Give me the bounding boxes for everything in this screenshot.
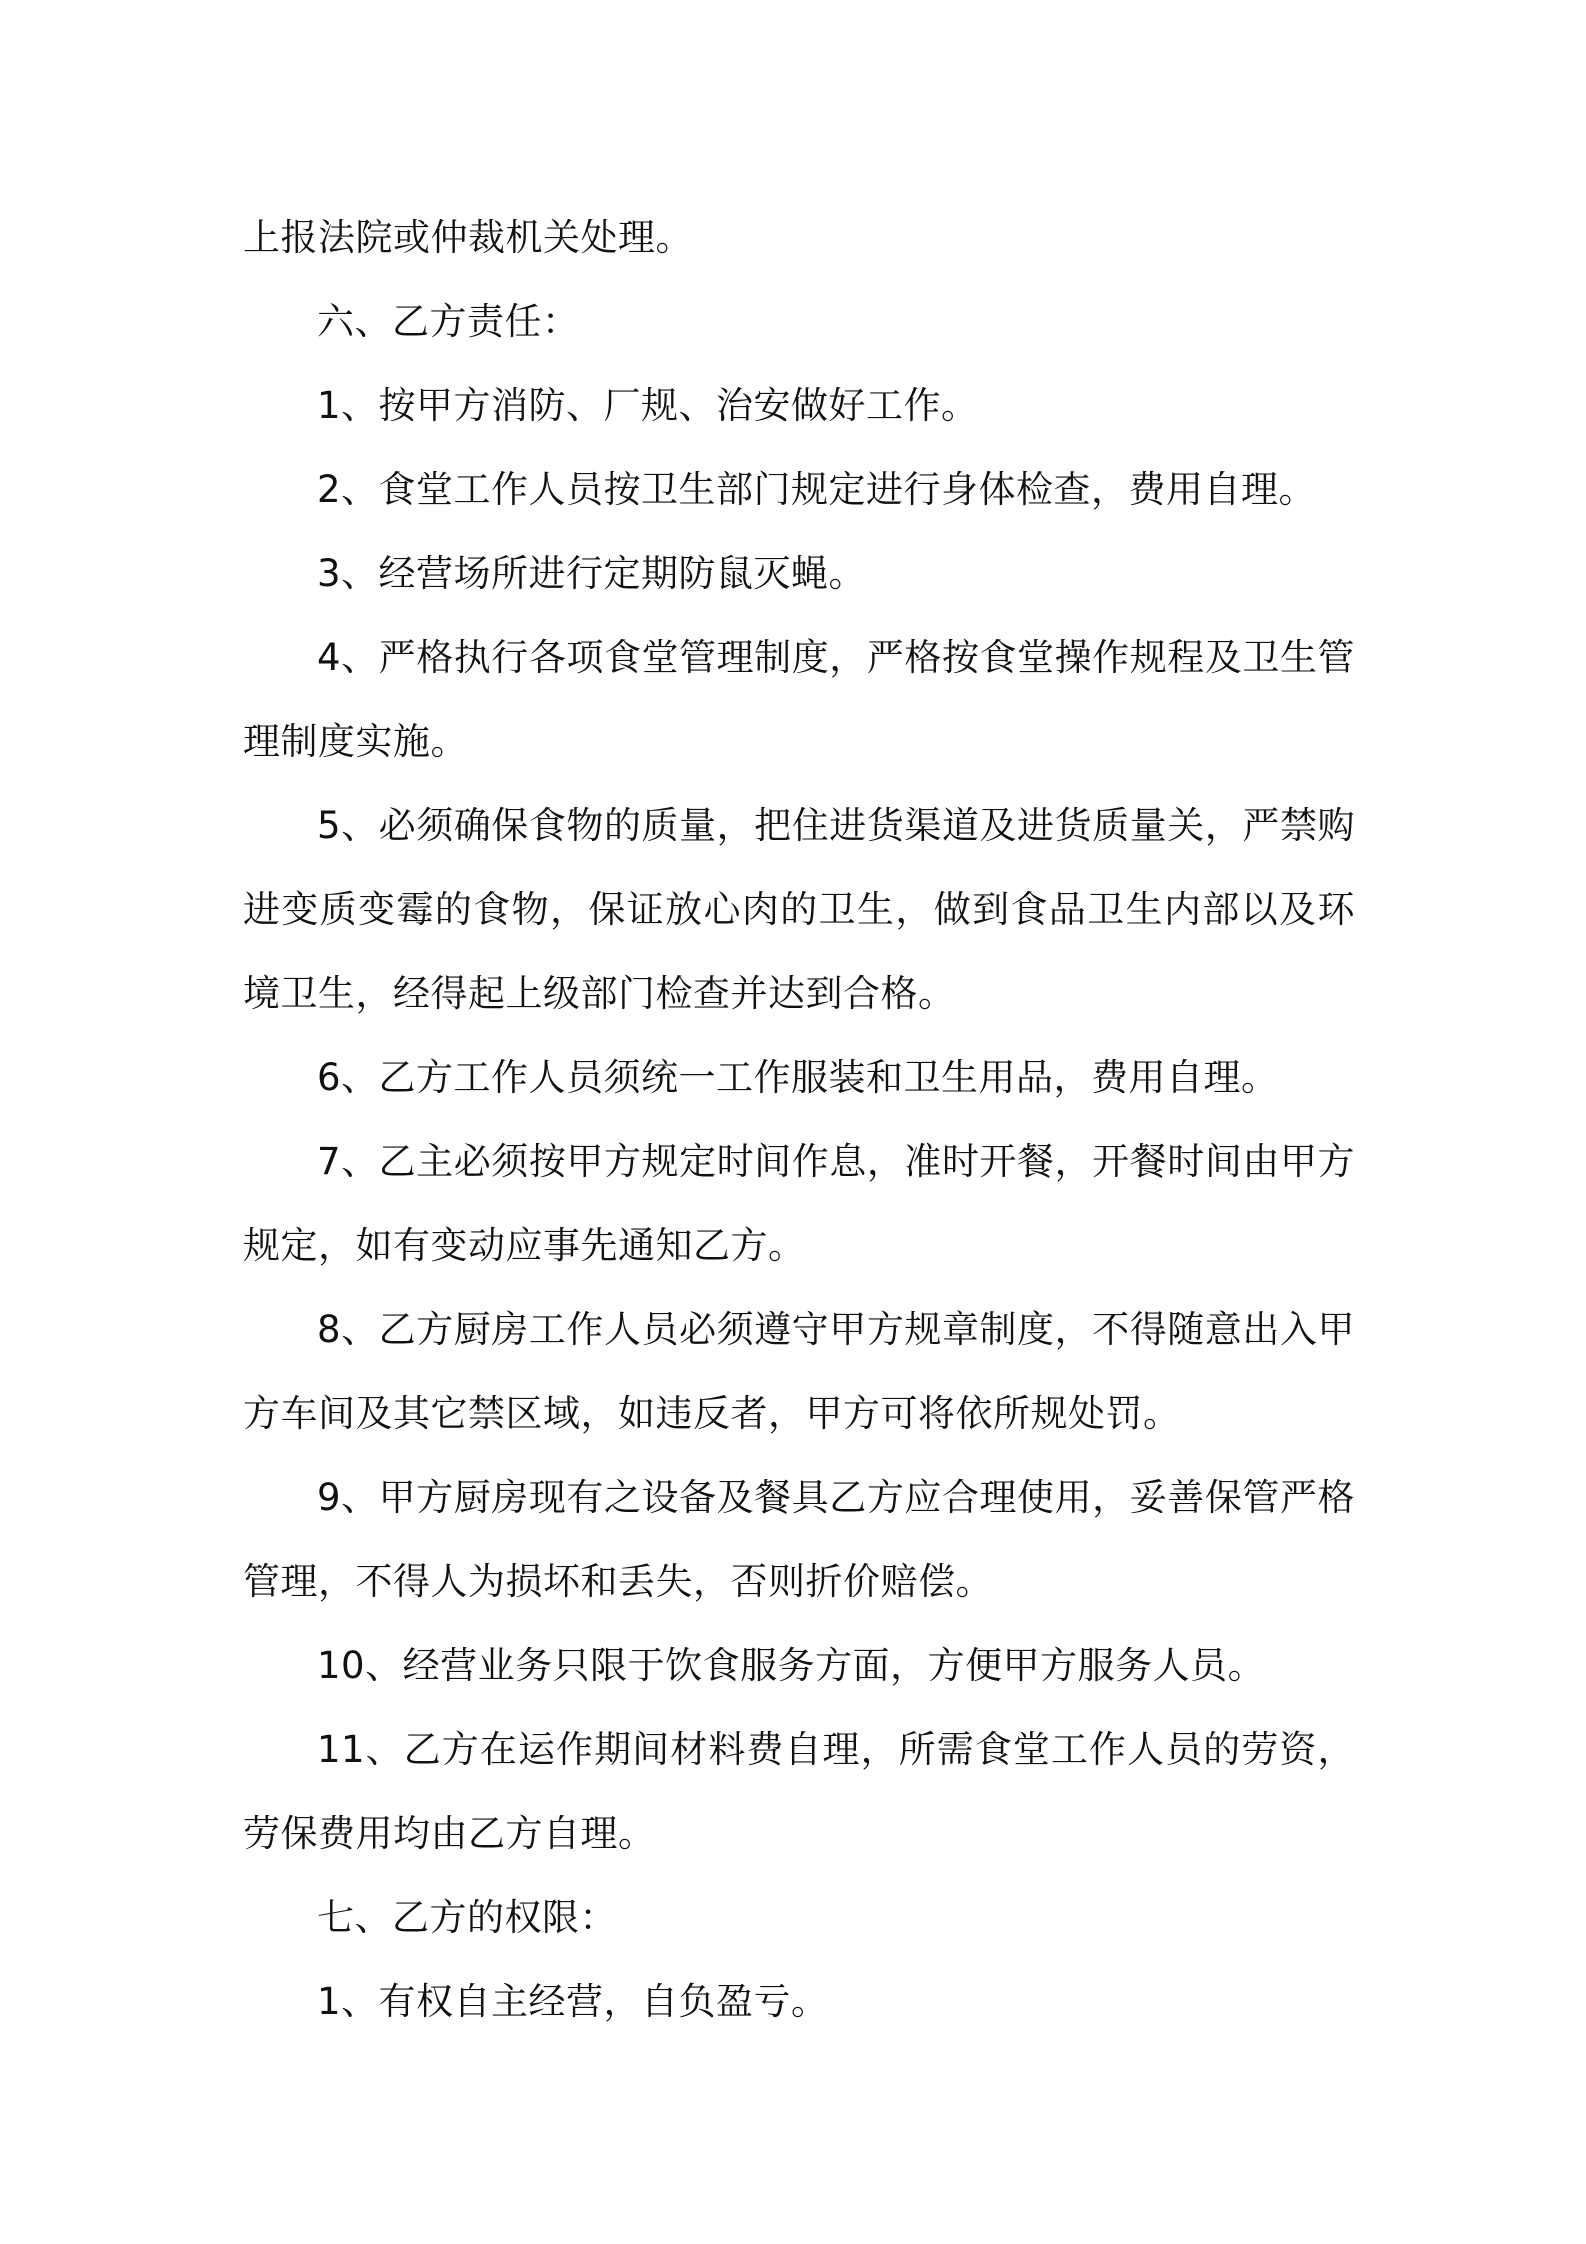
paragraph-duty-3: 3、经营场所进行定期防鼠灭蝇。 [317, 552, 867, 595]
paragraph-duty-6: 6、乙方工作人员须统一工作服装和卫生用品，费用自理。 [317, 1056, 1279, 1099]
paragraph-duty-8: 8、乙方厨房工作人员必须遵守甲方规章制度，不得随意出入甲方车间及其它禁区域，如违反者，甲方可将依所规处罚。 [243, 1308, 1355, 1435]
paragraph-duty-1: 1、按甲方消防、厂规、治安做好工作。 [317, 384, 979, 427]
paragraph-duty-10: 10、经营业务只限于饮食服务方面，方便甲方服务人员。 [317, 1644, 1266, 1687]
section-heading-party-b-duties: 六、乙方责任： [317, 300, 580, 343]
paragraph-continuation: 上报法院或仲裁机关处理。 [243, 216, 693, 259]
paragraph-right-1: 1、有权自主经营，自负盈亏。 [317, 1980, 829, 2023]
section-heading-party-b-rights: 七、乙方的权限： [317, 1896, 617, 1939]
paragraph-duty-4: 4、严格执行各项食堂管理制度，严格按食堂操作规程及卫生管理制度实施。 [243, 636, 1355, 763]
document-body [243, 196, 1355, 2044]
paragraph-duty-2: 2、食堂工作人员按卫生部门规定进行身体检查，费用自理。 [317, 468, 1317, 511]
paragraph-duty-7: 7、乙主必须按甲方规定时间作息，准时开餐，开餐时间由甲方规定，如有变动应事先通知乙方。 [243, 1140, 1355, 1267]
paragraph-duty-5: 5、必须确保食物的质量，把住进货渠道及进货质量关，严禁购进变质变霉的食物，保证放心肉的卫生，做到食品卫生内部以及环境卫生，经得起上级部门检查并达到合格。 [243, 804, 1355, 1015]
paragraph-duty-9: 9、甲方厨房现有之设备及餐具乙方应合理使用，妥善保管严格管理，不得人为损坏和丢失，否则折价赔偿。 [243, 1476, 1355, 1603]
paragraph-duty-11: 11、乙方在运作期间材料费自理，所需食堂工作人员的劳资，劳保费用均由乙方自理。 [243, 1728, 1355, 1855]
